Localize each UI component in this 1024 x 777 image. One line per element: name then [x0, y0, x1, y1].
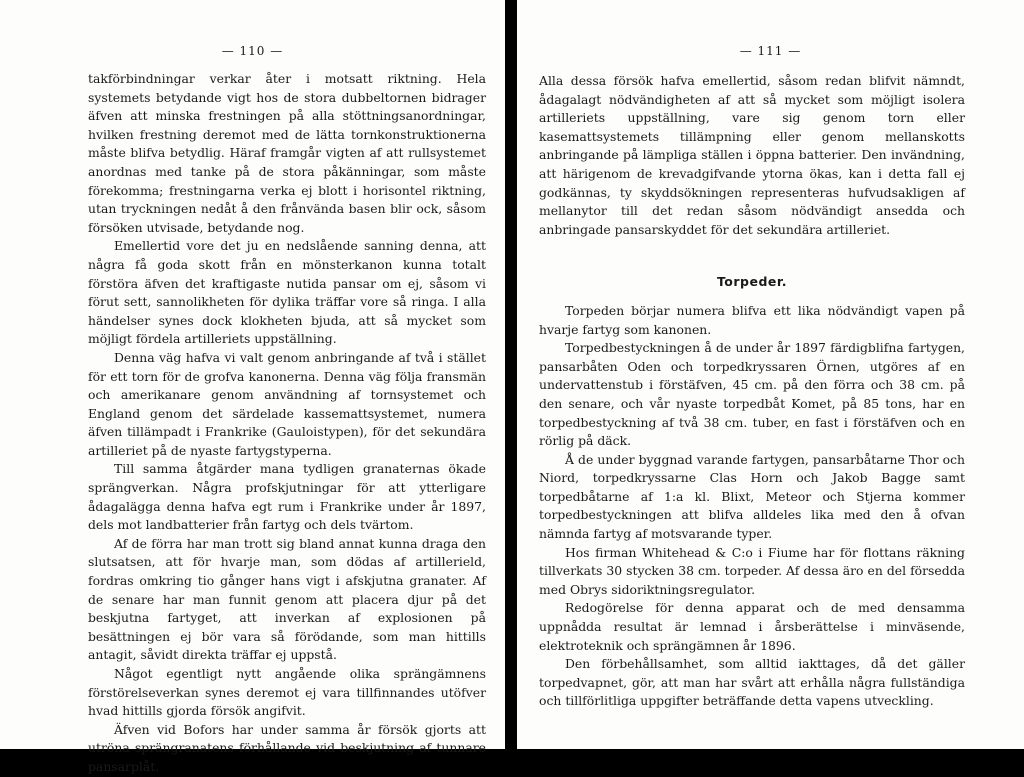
- paragraph: Den förbehållsamhet, som alltid iakttages, då det gäller torpedvapnet, gör, att man har svårt att erhålla några fullständiga och tillförlitliga uppgifter beträffande detta vapens utveckling.: [539, 656, 965, 709]
- paragraph: Å de under byggnad varande fartygen, pansarbåtarne Thor och Niord, torpedkryssarne Clas Horn och Jakob Bagge samt torpedbåtarne af 1:a kl. Blixt, Meteor och Stjerna kommer torpedbestyckningen att blifva alldeles lika med den å ofvan nämnda fartyg af motsvarande typer.: [539, 451, 965, 542]
- paragraph: Till samma åtgärder mana tydligen granaternas ökade sprängverkan. Några profskjutningar för att ytterligare ådagalägga denna hafva egt rum i Frankrike under år 1897, dels mot landbatterier från fartyg och dels tvärtom.: [88, 461, 486, 533]
- paragraph: Emellertid vore det ju en nedslående sanning denna, att några få goda skott från en mönsterkanon kunna totalt förstöra äfven det kraftigaste nutida pansar om ej, såsom vi förut sett, sannolikheten för dylika träffar vore så ringa. I alla händelser synes dock klokheten bjuda, att så mycket som möjligt fördela artilleriets uppställning.: [88, 238, 486, 347]
- paragraph: Redogörelse för denna apparat och de med densamma uppnådda resultat är lemnad i årsberättelse i minväsende, elektroteknik och sprängämnen år 1896.: [539, 600, 965, 653]
- page-number-right: — 111 —: [739, 44, 802, 58]
- paragraph: takförbindningar verkar åter i motsatt riktning. Hela systemets betydande vigt hos de stora dubbeltornen bidrager äfven att minska frestningen på alla stöttningsanordningar, hvilken frestning deremot med de lätta tornkonstruktionerna måste blifva betydlig. Häraf framgår vigten af att rullsystemet anordnas med tanke på de stora påkänningar, som måste förekomma; frestningarna verka ej blott i horisontel riktning, utan tryckningen nedåt å den frånvända basen blir ock, såsom försöken utvisade, betydande nog.: [88, 71, 486, 235]
- right-page: [517, 0, 1024, 749]
- paragraph: Torpeden börjar numera blifva ett lika nödvändigt vapen på hvarje fartyg som kanonen.: [539, 302, 965, 337]
- paragraph: Af de förra har man trott sig bland annat kunna draga den slutsatsen, att för hvarje man, som dödas af artillerield, fordras omkring tio gånger hans vigt i afskjutna granater. Af de senare har man funnit genom att placera djur på det beskjutna fartyget, att inverkan af explosionen på besättningen ej bör vara så förödande, som man hittills antagit, såvidt direkta träffar ej uppstå.: [88, 535, 486, 663]
- left-page: [0, 0, 505, 774]
- paragraph: Alla dessa försök hafva emellertid, såsom redan blifvit nämndt, ådagalagt nödvändigheten af att så mycket som möjligt isolera artilleriets uppställning, vare sig genom torn eller kasemattsystemets tillämpning eller genom mellanskotts anbringande på lämpliga ställen i öppna batterier. Den invändning, att härigenom de krevadgifvande ytorna ökas, kan i detta fall ej godkännas, ty skyddsökningen representeras hufvudsakligen af mellanytor till det redan såsom nödvändigt ansedda och anbringade pansarskyddet för det sekundära artilleriet.: [539, 73, 965, 237]
- section-heading: Torpeder.: [716, 274, 788, 290]
- paragraph: Hos firman Whitehead & C:o i Fiume har för flottans räkning tillverkats 30 stycken 38 cm. torpeder. Af dessa äro en del försedda med Obrys sidoriktningsregulator.: [539, 544, 965, 597]
- page-number-left: — 110 —: [221, 44, 284, 58]
- left-text-column: [88, 70, 486, 777]
- paragraph: Äfven vid Bofors har under samma år försök gjorts att utröna sprängranatens förhållande vid beskjutning af tunnare pansarplåt.: [88, 721, 486, 774]
- paragraph: Något egentligt nytt angående olika sprängämnens förstörelseverkan synes deremot ej vara tillfinnandes utöfver hvad hittills gjorda försök angifvit.: [88, 666, 486, 719]
- right-text-column: [539, 72, 965, 711]
- paragraph: Torpedbestyckningen å de under år 1897 färdigblifna fartygen, pansarbåten Oden och torpedkryssaren Örnen, utgöres af en undervattenstub i förstäfven, 45 cm. på den förra och 38 cm. på den senare, och vår nyaste torpedbåt Komet, på 85 tons, har en torpedbestyckning af två 38 cm. tuber, en fast i förstäfven och en rörlig på däck.: [539, 340, 965, 449]
- book-gutter: [505, 0, 517, 749]
- paragraph: Denna väg hafva vi valt genom anbringande af två i stället för ett torn för de grofva kanonerna. Denna väg följa fransmän och amerikanare genom användning af tornsystemet och England genom det särdelade kassemattsystemet, numera äfven tillämpadt i Frankrike (Gauloistypen), för det sekundära artilleriet på de nyaste fartygstyperna.: [88, 349, 486, 458]
